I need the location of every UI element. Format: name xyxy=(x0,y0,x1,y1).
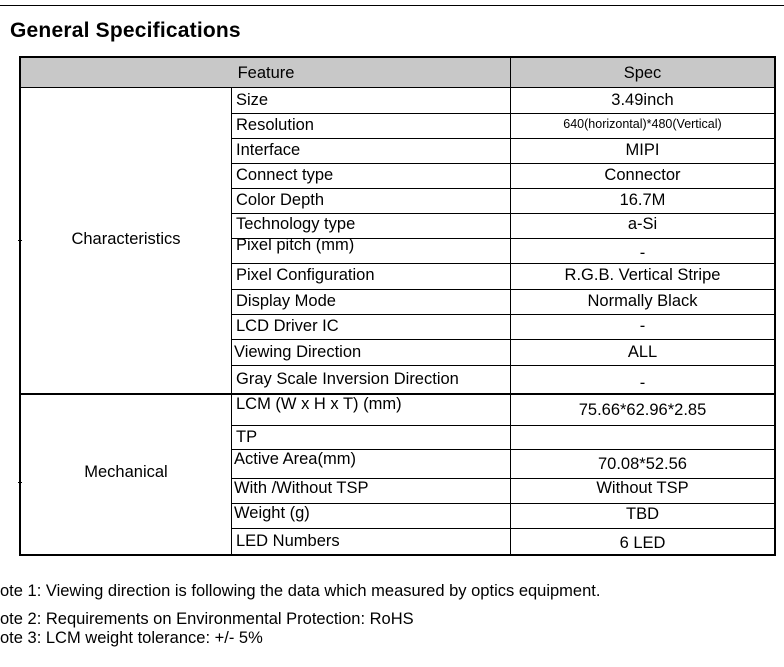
row-line xyxy=(231,425,774,426)
feature-interface: Interface xyxy=(236,141,301,159)
spec-gray-scale-inversion: - xyxy=(639,374,646,392)
spec-pixel-pitch: - xyxy=(639,244,646,262)
header-feature: Feature xyxy=(237,64,295,82)
note-1: ote 1: Viewing direction is following the data which measured by optics equipment. xyxy=(0,582,601,600)
feature-led-numbers: LED Numbers xyxy=(236,532,340,550)
feature-display-mode: Display Mode xyxy=(236,292,336,310)
note-2: ote 2: Requirements on Environmental Protection: RoHS xyxy=(0,610,414,628)
row-line xyxy=(231,339,774,340)
row-line xyxy=(231,213,774,214)
feature-connect-type: Connect type xyxy=(236,166,334,184)
spec-lcd-driver-ic: - xyxy=(639,317,646,335)
spec-active-area: 70.08*52.56 xyxy=(597,455,687,473)
feature-weight: Weight (g) xyxy=(234,504,310,522)
row-line xyxy=(231,138,774,139)
spec-table xyxy=(19,56,776,556)
spec-lcm-dimensions: 75.66*62.96*2.85 xyxy=(578,401,707,419)
feature-color-depth: Color Depth xyxy=(236,191,325,209)
feature-technology-type: Technology type xyxy=(236,215,356,233)
row-line xyxy=(231,263,774,264)
feature-pixel-configuration: Pixel Configuration xyxy=(236,266,375,284)
row-line xyxy=(231,289,774,290)
page-title: General Specifications xyxy=(10,19,241,42)
spec-led-numbers: 6 LED xyxy=(619,534,666,552)
feature-size: Size xyxy=(236,91,269,109)
spec-resolution: 640(horizontal)*480(Vertical) xyxy=(563,117,722,131)
spec-weight: TBD xyxy=(626,505,659,523)
spec-viewing-direction: ALL xyxy=(627,343,658,361)
row-line xyxy=(231,113,774,114)
spec-technology-type: a-Si xyxy=(627,215,658,233)
spec-interface: MIPI xyxy=(625,141,660,159)
row-line xyxy=(231,503,774,504)
header-spec: Spec xyxy=(623,64,662,82)
feature-viewing-direction: Viewing Direction xyxy=(234,343,362,361)
feature-lcm-dimensions: LCM (W x H x T) (mm) xyxy=(236,395,402,413)
spec-size: 3.49inch xyxy=(611,91,674,109)
feature-pixel-pitch: Pixel pitch (mm) xyxy=(236,236,355,254)
note-3: ote 3: LCM weight tolerance: +/- 5% xyxy=(0,629,263,647)
group-label-mechanical: Mechanical xyxy=(84,463,168,481)
feature-gray-scale-inversion: Gray Scale Inversion Direction xyxy=(236,370,459,388)
header-feature-cell xyxy=(21,58,511,88)
spec-display-mode: Normally Black xyxy=(587,292,698,310)
spec-with-without-tsp: Without TSP xyxy=(596,479,689,497)
spec-color-depth: 16.7M xyxy=(619,191,666,209)
spec-connect-type: Connector xyxy=(604,166,681,184)
header-spec-cell xyxy=(511,58,774,88)
margin-tick xyxy=(18,240,22,241)
group-label-characteristics: Characteristics xyxy=(71,230,181,248)
row-line xyxy=(231,528,774,529)
spec-pixel-configuration: R.G.B. Vertical Stripe xyxy=(564,266,721,284)
margin-tick xyxy=(18,482,22,483)
feature-resolution: Resolution xyxy=(236,116,314,134)
feature-with-without-tsp: With /Without TSP xyxy=(234,479,369,497)
feature-active-area: Active Area(mm) xyxy=(234,450,356,468)
feature-tp: TP xyxy=(236,428,258,446)
row-line xyxy=(231,163,774,164)
top-rule xyxy=(0,5,784,6)
row-line xyxy=(231,365,774,366)
row-line xyxy=(231,188,774,189)
feature-lcd-driver-ic: LCD Driver IC xyxy=(236,317,339,335)
row-line xyxy=(231,314,774,315)
